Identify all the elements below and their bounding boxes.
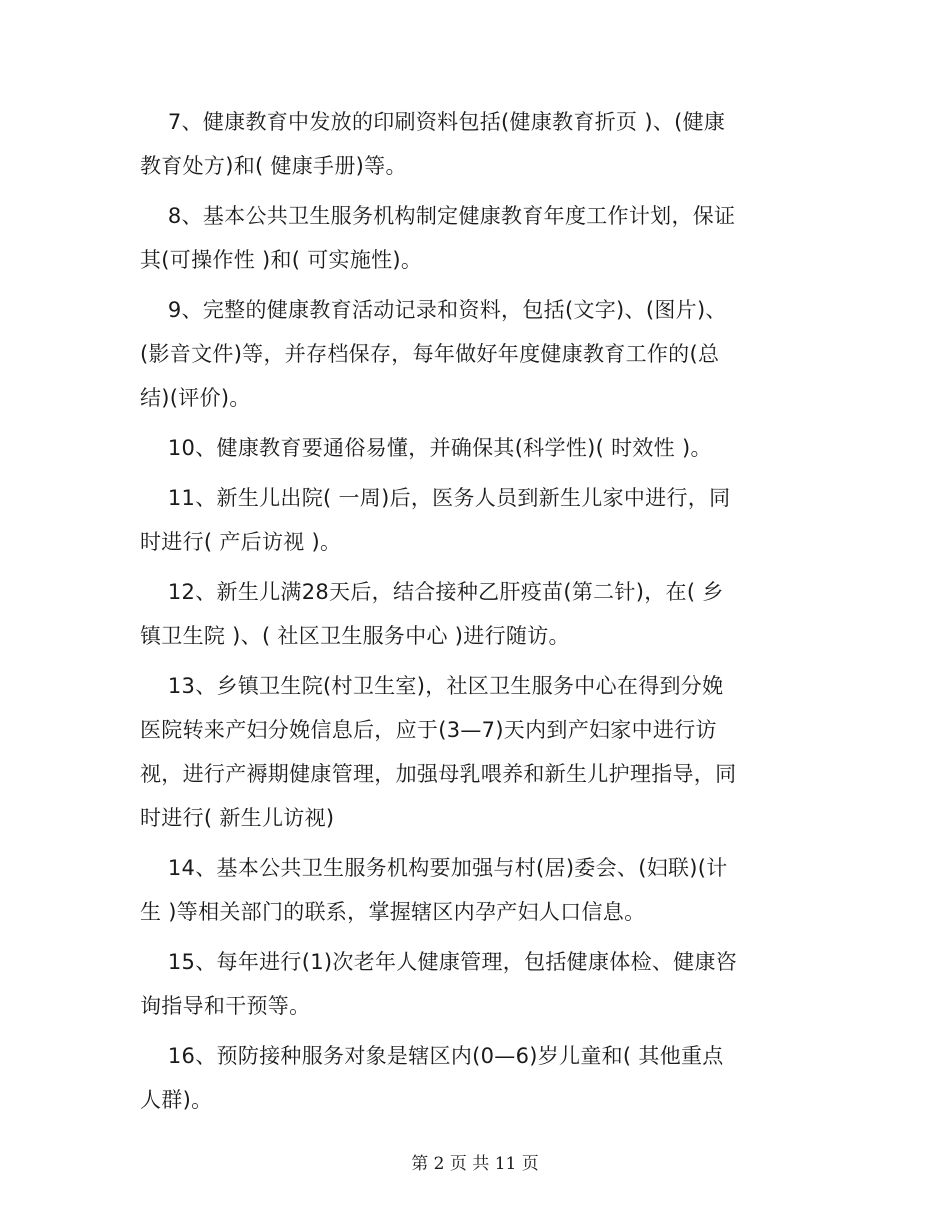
- paragraph-line: 询指导和干预等。: [140, 994, 311, 1018]
- paragraph-item-10: [140, 426, 810, 470]
- paragraph-item-9: [140, 288, 810, 420]
- page-number-footer: 第 2 页 共 11 页: [411, 1154, 539, 1174]
- paragraph-item-13: [140, 664, 810, 840]
- paragraph-item-12: [140, 570, 810, 658]
- paragraph-line: 8、基本公共卫生服务机构制定健康教育年度工作计划，保证: [140, 204, 736, 228]
- paragraph-line: 13、乡镇卫生院(村卫生室)，社区卫生服务中心在得到分娩: [140, 674, 724, 698]
- paragraph-line: (影音文件)等，并存档保存，每年做好年度健康教育工作的(总: [140, 342, 720, 366]
- paragraph-line: 生 )等相关部门的联系，掌握辖区内孕产妇人口信息。: [140, 900, 646, 924]
- paragraph-item-11: [140, 476, 810, 564]
- paragraph-line: 14、基本公共卫生服务机构要加强与村(居)委会、(妇联)(计: [140, 856, 728, 880]
- paragraph-item-14: [140, 846, 810, 934]
- paragraph-line: 镇卫生院 )、( 社区卫生服务中心 )进行随访。: [140, 624, 570, 648]
- paragraph-line: 7、健康教育中发放的印刷资料包括(健康教育折页 )、(健康: [140, 110, 726, 134]
- paragraph-item-8: [140, 194, 810, 282]
- paragraph-line: 医院转来产妇分娩信息后，应于(3—7)天内到产妇家中进行访: [140, 718, 717, 742]
- paragraph-line: 其(可操作性 )和( 可实施性)。: [140, 248, 423, 272]
- paragraph-item-16: [140, 1034, 810, 1122]
- paragraph-item-15: [140, 940, 810, 1028]
- paragraph-line: 教育处方)和( 健康手册)等。: [140, 154, 407, 178]
- paragraph-line: 视，进行产褥期健康管理，加强母乳喂养和新生儿护理指导，同: [140, 762, 737, 786]
- paragraph-line: 12、新生儿满28天后，结合接种乙肝疫苗(第二针)，在( 乡: [140, 580, 724, 604]
- paragraph-line: 时进行( 产后访视 )。: [140, 530, 342, 554]
- paragraph-line: 10、健康教育要通俗易懂，并确保其(科学性)( 时效性 )。: [140, 436, 712, 460]
- paragraph-line: 时进行( 新生儿访视): [140, 806, 335, 830]
- paragraph-line: 人群)。: [140, 1088, 213, 1112]
- paragraph-line: 结)(评价)。: [140, 386, 251, 410]
- paragraph-line: 15、每年进行(1)次老年人健康管理，包括健康体检、健康咨: [140, 950, 738, 974]
- paragraph-line: 11、新生儿出院( 一周)后，医务人员到新生儿家中进行，同: [140, 486, 731, 510]
- paragraph-item-7: [140, 100, 810, 188]
- document-body: [140, 100, 810, 1128]
- paragraph-line: 9、完整的健康教育活动记录和资料，包括(文字)、(图片)、: [140, 298, 727, 322]
- paragraph-line: 16、预防接种服务对象是辖区内(0—6)岁儿童和( 其他重点: [140, 1044, 724, 1068]
